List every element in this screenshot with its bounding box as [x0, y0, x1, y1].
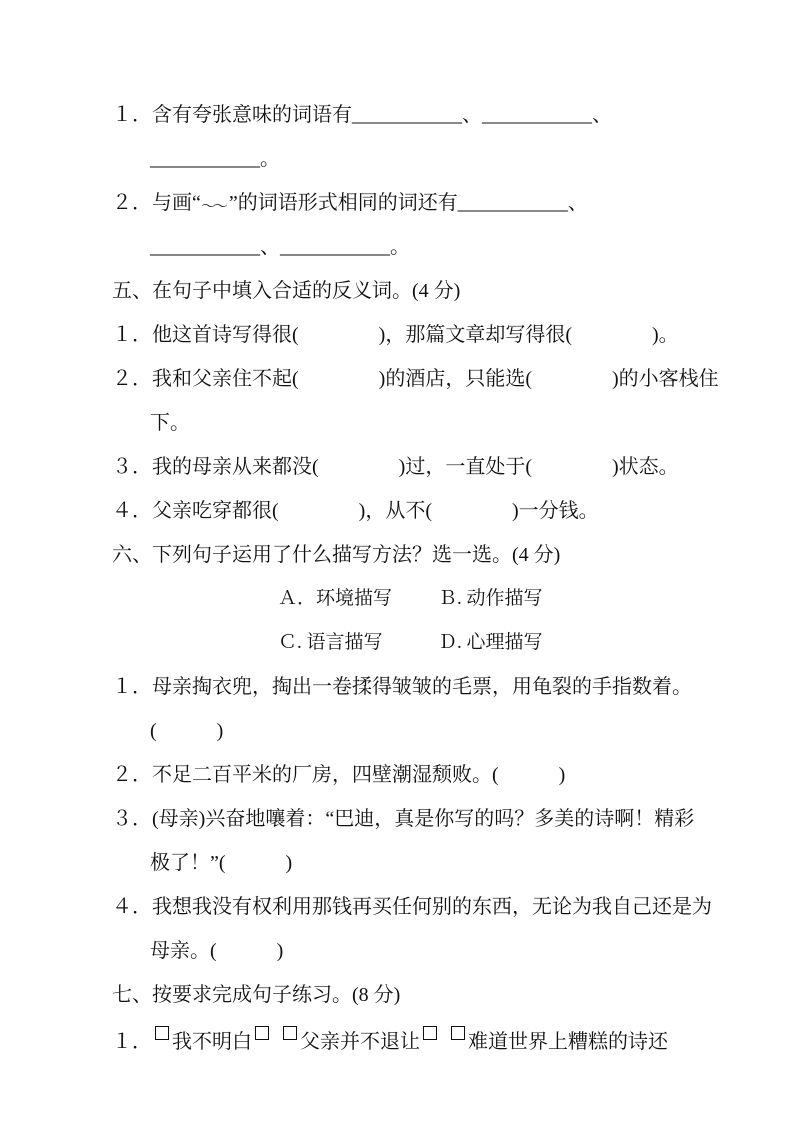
section7-q1 [112, 1026, 693, 1052]
wavy-underline-mark: ～～ [200, 199, 225, 215]
section6-q3-line2: 极了！”( ) [150, 852, 293, 874]
q1-clause3: 难道世界上糟糕的诗还 [468, 1031, 668, 1053]
punctuation-box [451, 1026, 465, 1040]
section6-options-row2 [112, 630, 693, 656]
section5-q4: ４．父亲吃穿都很( )，从不( )一分钱。 [112, 500, 599, 522]
punctuation-box [423, 1026, 437, 1040]
fill-words-q1-line1: １．含有夸张意味的词语有___________、___________、 [112, 104, 612, 126]
section6-q4-line2: 母亲。( ) [150, 940, 284, 962]
section6-title: 六、下列句子运用了什么描写方法？选一选。(4 分) [112, 544, 561, 566]
fill-words-q2-line1 [112, 190, 693, 216]
q1-clause2: 父亲并不退让 [300, 1031, 420, 1053]
section6-q1-answer-blank: ( ) [150, 720, 224, 742]
section6-q4-line1: ４．我想我没有权利用那钱再买任何别的东西，无论为我自己还是为 [112, 896, 712, 918]
section5-q2-line2: 下。 [150, 412, 190, 434]
section6-q2: ２．不足二百平米的厂房，四壁潮湿颓败。( ) [112, 764, 566, 786]
section6-q1-line1: １．母亲掏衣兜，掏出一卷揉得皱皱的毛票，用龟裂的手指数着。 [112, 676, 692, 698]
section7-title: 七、按要求完成句子练习。(8 分) [112, 984, 401, 1006]
fill-words-q2-line2: ___________、___________。 [150, 236, 410, 258]
q2-text-pre: ２．与画“ [112, 192, 201, 214]
section6-options-row1 [112, 586, 693, 612]
q2-text-post: ”的词语形式相同的词还有___________、 [228, 192, 588, 214]
q1-number: １． [112, 1031, 152, 1053]
q1-clause1: 我不明白 [172, 1031, 252, 1053]
section5-title: 五、在句子中填入合适的反义词。(4 分) [112, 280, 461, 302]
fill-words-q1-line2: ___________。 [150, 148, 280, 170]
punctuation-box [283, 1026, 297, 1040]
punctuation-box [155, 1026, 169, 1040]
option-d: Ｄ. 心理描写 [438, 632, 543, 653]
option-c: Ｃ. 语言描写 [278, 632, 383, 653]
section6-q3-line1: ３．(母亲)兴奋地嚷着：“巴迪，真是你写的吗？多美的诗啊！精彩 [112, 808, 695, 830]
section5-q1: １．他这首诗写得很( )，那篇文章却写得很( )。 [112, 324, 679, 346]
punctuation-box [255, 1026, 269, 1040]
option-a: Ａ．环境描写 [278, 588, 393, 609]
option-b: Ｂ. 动作描写 [438, 588, 543, 609]
section5-q3: ３．我的母亲从来都没( )过，一直处于( )状态。 [112, 456, 679, 478]
section5-q2-line1: ２．我和父亲住不起( )的酒店，只能选( )的小客栈住 [112, 368, 719, 390]
